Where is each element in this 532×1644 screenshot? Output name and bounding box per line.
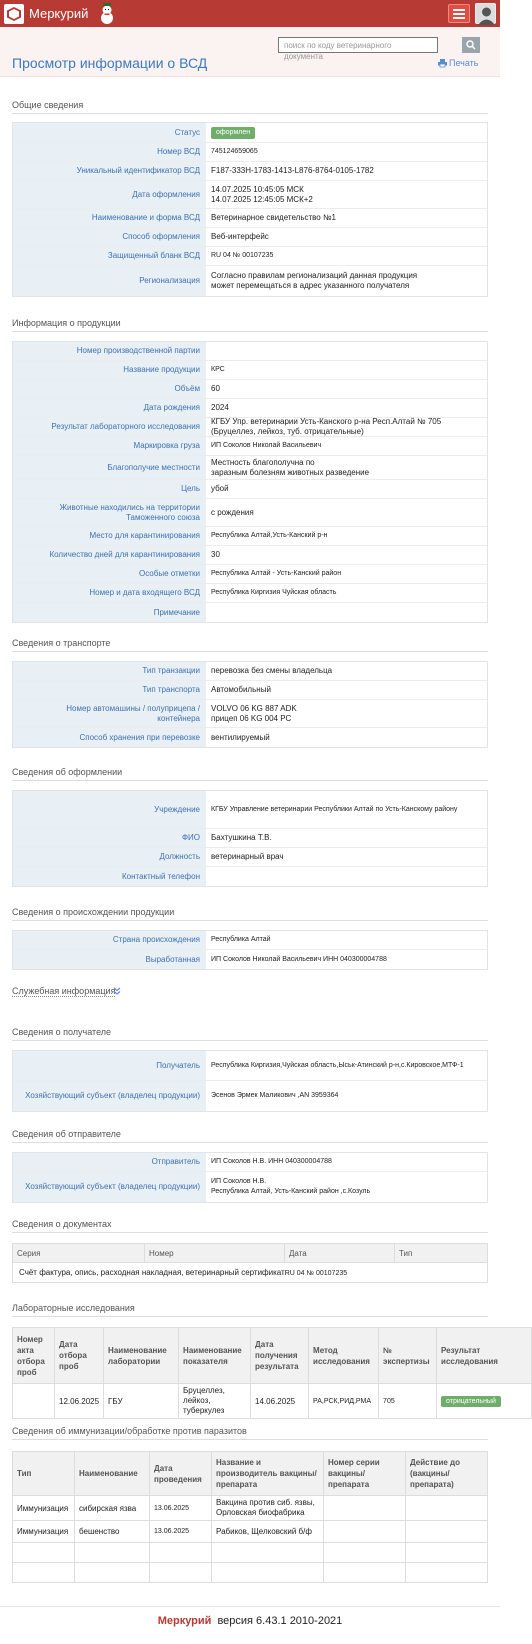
product-value: с рождения	[211, 507, 254, 517]
lab-table	[12, 1327, 532, 1419]
table-row	[13, 1543, 488, 1563]
document-types: Счёт фактура, опись, расходная накладная, ветеринарный сертификат	[19, 1268, 285, 1277]
lab-cell: ГБУ	[104, 1384, 179, 1419]
document-number: RU 04 № 00107235	[284, 1270, 348, 1277]
immunization-table	[12, 1451, 488, 1583]
origin-info-table	[12, 930, 488, 970]
col-header: Серия	[13, 1244, 145, 1263]
product-label: Особые отметки	[13, 565, 206, 583]
product-label: Результат лабораторного исследования	[13, 418, 206, 436]
col-header: Дата отбора проб	[55, 1328, 104, 1384]
product-value: убой	[211, 484, 229, 493]
sender-label: Хозяйствующий субъект (владелец продукции)	[13, 1172, 206, 1202]
origin-label: Страна происхождения	[13, 931, 206, 949]
general-row	[13, 123, 487, 143]
divider	[12, 1232, 488, 1233]
footer-version: версия 6.43.1 2010-2021	[217, 1615, 343, 1627]
mercury-logo-icon[interactable]	[4, 4, 24, 24]
lab-cell: 12.06.2025	[55, 1384, 104, 1419]
product-value: ИП Соколов Николай Васильевич	[211, 442, 322, 449]
top-bar	[0, 0, 500, 27]
registration-value: Бахтушкина Т.В.	[211, 833, 272, 842]
product-row	[13, 584, 487, 603]
product-info-table	[12, 341, 488, 623]
table-row	[13, 1521, 488, 1543]
col-header: Номер серии вакцины/ препарата	[324, 1452, 406, 1496]
product-row	[13, 527, 487, 546]
snowman-icon	[98, 3, 116, 25]
section-general-title: Общие сведения	[12, 100, 84, 110]
transport-value: VOLVO 06 KG 887 ADK прицеп 06 KG 004 PC	[211, 703, 297, 723]
footer	[0, 1615, 500, 1627]
app-brand[interactable]: Меркурий	[29, 6, 89, 21]
product-label: Дата рождения	[13, 399, 206, 417]
general-value: 745124659065	[211, 148, 258, 155]
section-sender-title: Сведения об отправителе	[12, 1129, 121, 1139]
col-header: Тип	[13, 1452, 75, 1496]
general-value	[206, 123, 487, 142]
product-label: Маркировка груза	[13, 437, 206, 455]
product-row	[13, 437, 487, 456]
general-label: Дата оформления	[13, 181, 206, 208]
product-label: Благополучие местности	[13, 456, 206, 479]
immun-cell: 13.06.2025	[150, 1496, 212, 1521]
menu-button[interactable]	[448, 4, 470, 23]
product-label: Название продукции	[13, 361, 206, 379]
transport-row	[13, 681, 487, 700]
immun-cell	[406, 1496, 488, 1521]
print-label: Печать	[449, 58, 479, 68]
general-label: Регионализация	[13, 266, 206, 296]
sender-row	[13, 1153, 487, 1172]
lab-cell: Бруцеллез, лейкоз, туберкулез	[179, 1384, 251, 1419]
product-label: Номер и дата входящего ВСД	[13, 584, 206, 602]
general-value: Ветеринарное свидетельство №1	[211, 213, 337, 222]
footer-brand: Меркурий	[157, 1615, 212, 1627]
recipient-value: Эсенов Эрмек Маликович ,AN 3959364	[211, 1092, 339, 1099]
product-row	[13, 361, 487, 380]
origin-value: Республика Алтай	[211, 936, 271, 943]
immun-cell: Рабиков, Щелковский б/ф	[212, 1521, 324, 1543]
product-row	[13, 499, 487, 527]
general-label: Статус	[13, 123, 206, 142]
product-label: Примечание	[13, 603, 206, 622]
section-documents-title: Сведения о документах	[12, 1219, 112, 1229]
registration-value: КГБУ Управление ветеринарии Республики Алтай по Усть-Канскому району	[211, 805, 458, 813]
immun-cell	[324, 1496, 406, 1521]
general-label: Защищенный бланк ВСД	[13, 247, 206, 265]
product-label: Объём	[13, 380, 206, 398]
product-label: Номер производственной партии	[13, 342, 206, 360]
col-header: Дата	[285, 1244, 395, 1263]
section-lab-title: Лабораторные исследования	[12, 1303, 135, 1313]
transport-info-table	[12, 661, 488, 748]
col-header: Результат исследования	[437, 1328, 532, 1384]
transport-row	[13, 700, 487, 728]
recipient-row	[13, 1051, 487, 1081]
general-row	[13, 266, 487, 296]
service-info-toggle[interactable]: Служебная информация	[12, 986, 116, 996]
transport-value: перевозка без смены владельца	[211, 666, 333, 675]
registration-row	[13, 867, 487, 886]
immun-cell: бешенство	[75, 1521, 150, 1543]
general-value: F187-333H-1783-1413-L876-8764-0105-1782	[211, 166, 374, 175]
origin-row	[13, 931, 487, 950]
col-header: Наименование лаборатории	[104, 1328, 179, 1384]
general-label: Номер ВСД	[13, 143, 206, 161]
product-label: Цель	[13, 480, 206, 498]
general-row	[13, 247, 487, 266]
general-row	[13, 228, 487, 247]
product-row	[13, 399, 487, 418]
product-value: 2024	[211, 403, 229, 412]
recipient-value: Республика Киргизия,Чуйская область,Ыськ-Атинский р-н,с.Кировское,МТФ-1	[211, 1061, 464, 1069]
product-label: Животные находились на территории Таможенного союза	[13, 499, 206, 526]
divider	[12, 780, 488, 781]
lab-cell	[437, 1384, 532, 1419]
immun-cell	[324, 1521, 406, 1543]
product-value: КГБУ Упр. ветеринарии Усть-Канского р-на Респ.Алтай № 705 (Бруцеллез, лейкоз, туб. отрицательные)	[211, 417, 442, 436]
immun-cell	[406, 1521, 488, 1543]
divider	[12, 113, 488, 114]
col-header: Метод исследования	[309, 1328, 379, 1384]
divider	[12, 1040, 488, 1041]
general-row	[13, 209, 487, 228]
col-header: Действие до (вакцины/ препарата)	[406, 1452, 488, 1496]
registration-value	[206, 867, 487, 886]
registration-label: ФИО	[13, 829, 206, 847]
recipient-label: Получатель	[13, 1051, 206, 1080]
col-header: Номер акта отбора проб	[13, 1328, 55, 1384]
registration-label: Должность	[13, 848, 206, 866]
documents-table	[12, 1243, 488, 1283]
general-label: Способ оформления	[13, 228, 206, 246]
col-header: Наименование	[75, 1452, 150, 1496]
col-header: Номер	[145, 1244, 285, 1263]
registration-value: ветеринарный врач	[211, 852, 284, 861]
product-value	[206, 342, 487, 360]
product-row	[13, 603, 487, 622]
registration-label: Контактный телефон	[13, 867, 206, 886]
transport-value: вентилируемый	[211, 732, 270, 742]
general-row	[13, 162, 487, 181]
section-transport-title: Сведения о транспорте	[12, 638, 111, 648]
product-value: КРС	[211, 366, 225, 373]
page-title: Просмотр информации о ВСД	[12, 55, 208, 71]
product-row	[13, 342, 487, 361]
section-immun-title: Сведения об иммунизации/обработке против паразитов	[12, 1426, 247, 1436]
table-row	[13, 1563, 488, 1583]
sender-label: Отправитель	[13, 1153, 206, 1171]
product-label: Количество дней для карантинирования	[13, 546, 206, 564]
immun-cell: Иммунизация	[13, 1496, 75, 1521]
section-registration-title: Сведения об оформлении	[12, 767, 123, 777]
divider	[12, 920, 488, 921]
table-row	[13, 1263, 488, 1283]
search-button[interactable]	[462, 37, 480, 53]
product-label: Место для карантинирования	[13, 527, 206, 545]
divider	[12, 651, 488, 652]
general-label: Уникальный идентификатор ВСД	[13, 162, 206, 180]
general-value: Согласно правилам регионализаций данная продукция может перемещаться в адрес указанного получателя	[211, 271, 418, 290]
immun-cell: сибирская язва	[75, 1496, 150, 1521]
result-badge: отрицательный	[441, 1396, 501, 1407]
sender-value: ИП Соколов Н.В. Республика Алтай, Усть-Канский район ,с.Козуль	[211, 1178, 371, 1195]
sender-row	[13, 1172, 487, 1202]
product-value: 60	[211, 384, 220, 393]
col-header: Название и производитель вакцины/препарата	[212, 1452, 324, 1496]
section-recipient-title: Сведения о получателе	[12, 1027, 112, 1037]
col-header: № экспертизы	[379, 1328, 437, 1384]
immun-cell: 13.06.2025	[150, 1521, 212, 1543]
origin-value: ИП Соколов Николай Васильевич ИНН 040300004788	[211, 955, 387, 963]
product-value: Местность благополучна по заразным болезням животных разведение	[211, 457, 370, 477]
section-origin-title: Сведения о происхождении продукции	[12, 907, 175, 917]
section-product-title: Информация о продукции	[12, 318, 121, 328]
product-row	[13, 380, 487, 399]
col-header: Тип	[395, 1244, 488, 1263]
search-input[interactable]: поиск по коду ветеринарного документа	[278, 37, 438, 53]
recipient-row	[13, 1081, 487, 1111]
divider	[12, 1142, 488, 1143]
product-row	[13, 480, 487, 499]
chevron-double-down-icon[interactable]	[113, 987, 121, 995]
registration-row	[13, 829, 487, 848]
page-header	[0, 27, 500, 77]
print-link[interactable]	[438, 58, 478, 68]
transport-row	[13, 662, 487, 681]
general-value: RU 04 № 00107235	[211, 252, 274, 259]
general-value: Веб-интерфейс	[211, 232, 269, 241]
lab-table-scroll[interactable]	[12, 1327, 498, 1415]
status-badge: оформлен	[211, 127, 255, 139]
product-value: 30	[211, 550, 220, 559]
transport-label: Тип транспорта	[13, 681, 206, 699]
divider	[12, 1439, 488, 1440]
product-value: Республика Алтай,Усть-Канский р-н	[211, 532, 328, 539]
lab-cell: РА,РСК,РИД,РМА	[309, 1384, 379, 1419]
search-icon	[466, 40, 476, 50]
product-row	[13, 565, 487, 584]
sender-info-table	[12, 1152, 488, 1203]
origin-label: Выработанная	[13, 950, 206, 969]
table-row	[13, 1496, 488, 1521]
product-value	[206, 603, 487, 622]
general-label: Наименование и форма ВСД	[13, 209, 206, 227]
general-value: 14.07.2025 10:45:05 МСК 14.07.2025 12:45:05 МСК+2	[211, 184, 313, 204]
col-header: Дата получения результата	[251, 1328, 309, 1384]
product-row	[13, 456, 487, 480]
printer-icon	[438, 59, 447, 67]
general-row	[13, 181, 487, 209]
immun-cell: Иммунизация	[13, 1521, 75, 1543]
immun-cell: Вакцина против сиб. язвы, Орловская биофабрика	[212, 1496, 324, 1521]
user-avatar-icon[interactable]	[475, 3, 496, 24]
col-header: Дата проведения	[150, 1452, 212, 1496]
lab-cell: 705	[379, 1384, 437, 1419]
transport-value: Автомобильный	[211, 685, 271, 694]
registration-row	[13, 848, 487, 867]
transport-label: Тип транзакции	[13, 662, 206, 680]
recipient-label: Хозяйствующий субъект (владелец продукции)	[13, 1081, 206, 1111]
general-info-table	[12, 122, 488, 297]
recipient-info-table	[12, 1050, 488, 1112]
origin-row	[13, 950, 487, 969]
transport-row	[13, 728, 487, 747]
registration-row	[13, 791, 487, 829]
product-row	[13, 546, 487, 565]
divider	[12, 1316, 488, 1317]
general-row	[13, 143, 487, 162]
registration-info-table	[12, 790, 488, 887]
transport-label: Способ хранения при перевозке	[13, 728, 206, 747]
product-value: Республика Алтай - Усть-Канский район	[211, 570, 342, 577]
transport-label: Номер автомашины / полуприцепа / контейнера	[13, 700, 206, 727]
lab-cell: 14.06.2025	[251, 1384, 309, 1419]
col-header: Наименование показателя	[179, 1328, 251, 1384]
product-row	[13, 418, 487, 437]
lab-cell	[13, 1384, 55, 1419]
product-value: Республика Киргизия Чуйская область	[211, 589, 337, 596]
footer-divider	[0, 1606, 500, 1607]
table-row	[13, 1384, 532, 1419]
registration-label: Учреждение	[13, 791, 206, 828]
sender-value: ИП Соколов Н.В. ИНН 040300004788	[211, 1158, 332, 1165]
divider	[12, 331, 488, 332]
